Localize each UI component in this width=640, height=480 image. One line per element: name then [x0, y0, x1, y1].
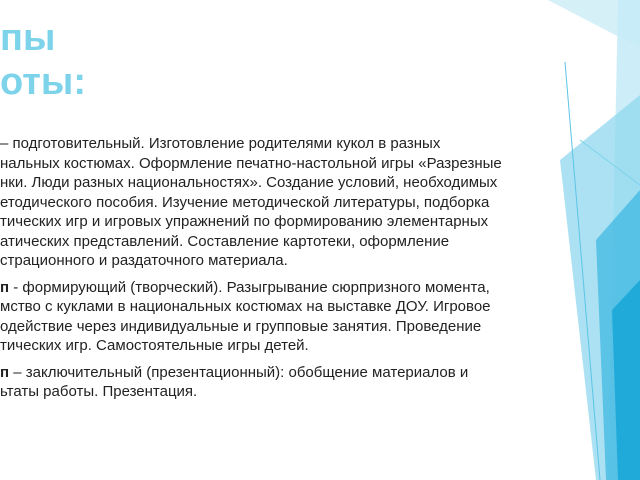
stage-3-line-1 — [0, 363, 560, 383]
stage-3-line-2: ьтаты работы. Презентация. — [0, 383, 198, 400]
stage-1-line-7: страционного и раздаточного материала. — [0, 252, 288, 269]
stage-1-line-5: тических игр и игровых упражнений по формированию элементарных — [0, 213, 489, 230]
slide-title-line-1: пы — [0, 17, 56, 59]
stage-1-line-1-text: – подготовительный. Изготовление родителями кукол в разных — [0, 135, 441, 152]
stage-1-line-3: нки. Люди разных национальностях». Создание условий, необходимых — [0, 174, 498, 191]
slide-title — [0, 16, 86, 104]
stage-2-line-3: одействие через индивидуальные и групповые занятия. Проведение — [0, 317, 482, 335]
stage-2-line-2: мство с куклами в национальных костюмах на выставке ДОУ. Игровое — [0, 298, 491, 315]
stage-paragraph-1 — [0, 134, 560, 271]
stage-paragraph-2 — [0, 278, 560, 356]
stage-2-lead: п — [0, 278, 10, 296]
stage-paragraph-3 — [0, 363, 560, 402]
stage-1-line-6: атических представлений. Составление картотеки, оформление — [0, 232, 450, 250]
stage-3-line-1-text: – заключительный (презентационный): обобщение материалов и — [9, 363, 469, 381]
stage-3-lead: п — [0, 363, 10, 381]
slide-title-line-2: оты: — [0, 61, 86, 103]
slide-body — [0, 134, 560, 409]
stage-2-line-1 — [0, 278, 560, 298]
stage-1-line-1 — [0, 134, 560, 154]
stage-2-line-4: тических игр. Самостоятельные игры детей. — [0, 337, 309, 354]
stage-1-line-2: нальных костюмах. Оформление печатно-настольной игры «Разрезные — [0, 154, 502, 172]
stage-1-line-4: етодического пособия. Изучение методической литературы, подборка — [0, 193, 490, 211]
stage-2-line-1-text: - формирующий (творческий). Разыгрывание сюрпризного момента, — [9, 278, 490, 296]
